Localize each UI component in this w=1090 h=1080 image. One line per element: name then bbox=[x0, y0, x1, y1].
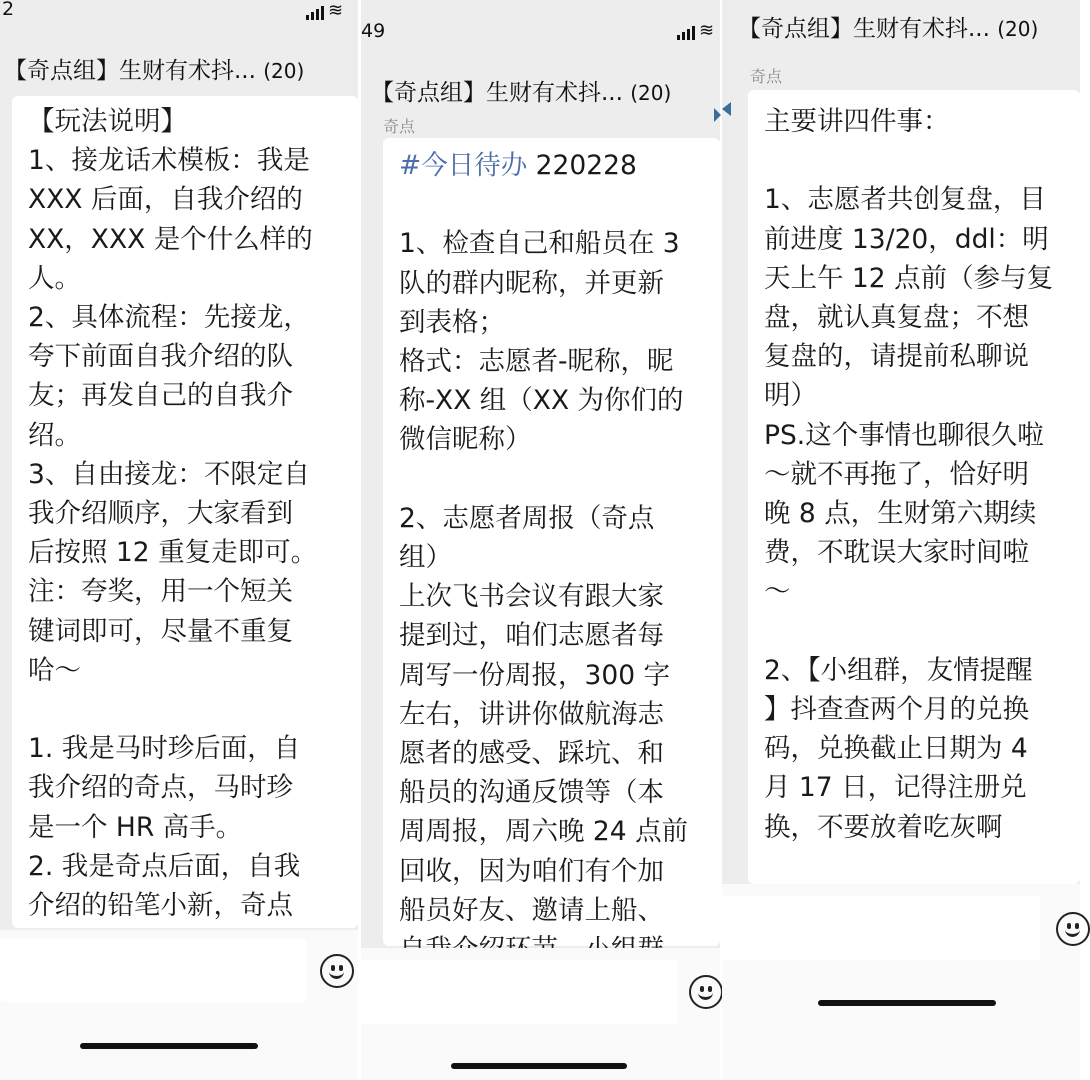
message-input[interactable] bbox=[361, 960, 677, 1024]
emoji-icon[interactable] bbox=[320, 954, 354, 988]
status-icons bbox=[306, 0, 344, 21]
message-line: 码，兑换截止日期为 4 bbox=[764, 733, 1028, 765]
sender-name: 奇点 bbox=[383, 117, 416, 136]
message-line: 回收，因为咱们有个加 bbox=[399, 855, 664, 887]
message-line: 天上午 12 点前（参与复 bbox=[764, 262, 1054, 294]
message-line: PS.这个事情也聊很久啦 bbox=[764, 419, 1044, 451]
message-bubble[interactable] bbox=[383, 138, 720, 946]
message-line: 上次飞书会议有跟大家 bbox=[399, 581, 664, 613]
hashtag-link[interactable]: #今日待办 bbox=[399, 150, 528, 181]
home-indicator bbox=[80, 1043, 258, 1049]
message-line: 称-XX 组（XX 为你们的 bbox=[399, 385, 684, 417]
status-time: 49 bbox=[361, 20, 386, 42]
message-line: XX，XXX 是个什么样的 bbox=[28, 223, 313, 255]
message-line: 提到过，咱们志愿者每 bbox=[399, 620, 664, 652]
message-line bbox=[28, 690, 358, 729]
wifi-icon: ≋ bbox=[328, 0, 345, 21]
group-title[interactable]: 【奇点组】生财有术抖... (20) bbox=[4, 58, 305, 84]
emoji-icon[interactable] bbox=[1056, 912, 1090, 946]
message-line: 2、具体流程：先接龙， bbox=[28, 302, 310, 334]
wifi-icon: ≋ bbox=[699, 20, 716, 41]
message-line: ～就不再拖了，恰好明 bbox=[764, 458, 1029, 490]
message-line: 微信昵称） bbox=[399, 424, 532, 456]
message-line bbox=[764, 141, 1080, 180]
message-line: 队的群内昵称，并更新 bbox=[399, 267, 664, 299]
message-line: 费，不耽误大家时间啦 bbox=[764, 537, 1029, 569]
message-line: 周写一份周报，300 字 bbox=[399, 659, 671, 691]
home-indicator bbox=[451, 1063, 627, 1069]
message-line: 人。 bbox=[28, 262, 81, 294]
message-line: #今日待办 220228 bbox=[399, 150, 637, 181]
message-line: XXX 后面，自我介绍的 bbox=[28, 184, 303, 216]
bubble-edge bbox=[714, 108, 721, 122]
message-line: 哈～ bbox=[28, 654, 81, 686]
message-line: 2. 我是奇点后面，自我 bbox=[28, 850, 301, 882]
message-line: 是一个 HR 高手。 bbox=[28, 811, 243, 843]
message-line: 换，不要放着吃灰啊 bbox=[764, 811, 1003, 843]
message-line: 】抖查查两个月的兑换 bbox=[764, 694, 1029, 726]
group-title[interactable]: 【奇点组】生财有术抖... (20) bbox=[371, 80, 672, 106]
message-bubble[interactable] bbox=[748, 90, 1080, 884]
message-line: 左右，讲讲你做航海志 bbox=[399, 698, 664, 730]
message-line: 船员的沟通反馈等（本 bbox=[399, 777, 664, 809]
message-line: 主要讲四件事： bbox=[764, 106, 950, 137]
chat-screenshot-3 bbox=[722, 0, 1080, 1080]
message-line: 组） bbox=[399, 542, 452, 574]
group-title[interactable]: 【奇点组】生财有术抖... (20) bbox=[738, 16, 1039, 42]
status-time: 2 bbox=[2, 0, 15, 20]
message-line: 3、自由接龙：不限定自 bbox=[28, 458, 310, 490]
message-line: 明） bbox=[764, 380, 817, 412]
message-line: 晚 8 点，生财第六期续 bbox=[764, 498, 1037, 530]
message-line: 我介绍的奇点，马时珍 bbox=[28, 772, 293, 804]
message-line: 1. 我是马时珍后面，自 bbox=[28, 733, 301, 765]
message-line: 周周报，周六晚 24 点前 bbox=[399, 816, 689, 848]
home-indicator bbox=[818, 1000, 996, 1006]
message-line: 夸下前面自我介绍的队 bbox=[28, 341, 293, 373]
message-line: 介绍的铅笔小新，奇点 bbox=[28, 890, 293, 922]
message-line bbox=[399, 185, 720, 224]
chat-screenshot-2 bbox=[361, 0, 720, 1080]
message-line: 盘，就认真复盘；不想 bbox=[764, 302, 1029, 334]
message-line: 绍。 bbox=[28, 419, 81, 451]
message-bubble[interactable] bbox=[12, 96, 358, 928]
message-input[interactable] bbox=[722, 896, 1040, 960]
message-line: 前进度 13/20，ddl：明 bbox=[764, 223, 1049, 255]
signal-icon bbox=[677, 24, 695, 40]
message-line: 愿者的感受、踩坑、和 bbox=[399, 738, 664, 770]
message-line: 后按照 12 重复走即可。 bbox=[28, 537, 318, 569]
message-line: 1、志愿者共创复盘，目 bbox=[764, 184, 1046, 216]
message-line: 2、志愿者周报（奇点 bbox=[399, 502, 655, 534]
message-line: 月 17 日，记得注册兑 bbox=[764, 772, 1027, 804]
message-line: 友；再发自己的自我介 bbox=[28, 380, 293, 412]
status-icons bbox=[677, 20, 715, 41]
message-line: 1、接龙话术模板：我是 bbox=[28, 145, 310, 177]
signal-icon bbox=[306, 4, 324, 20]
message-line: 复盘的，请提前私聊说 bbox=[764, 341, 1029, 373]
message-line: 格式：志愿者-昵称，昵 bbox=[399, 346, 674, 378]
message-line bbox=[764, 612, 1080, 651]
message-line: 键词即可，尽量不重复 bbox=[28, 615, 293, 647]
message-input[interactable] bbox=[0, 938, 306, 1002]
message-line: 【玩法说明】 bbox=[28, 106, 187, 137]
message-line bbox=[399, 460, 720, 499]
message-line: 到表格； bbox=[399, 306, 505, 338]
message-line: 船员好友、邀请上船、 bbox=[399, 894, 664, 926]
message-line: 2、【小组群，友情提醒 bbox=[764, 654, 1033, 686]
message-line: 注：夸奖，用一个短关 bbox=[28, 576, 293, 608]
chat-screenshot-1 bbox=[0, 0, 358, 1080]
message-line: ～ bbox=[764, 576, 791, 608]
message-line: 1、检查自己和船员在 3 bbox=[399, 228, 680, 260]
emoji-icon[interactable] bbox=[689, 975, 723, 1009]
bubble-edge bbox=[722, 102, 731, 116]
sender-name: 奇点 bbox=[750, 67, 783, 86]
message-line: 我介绍顺序，大家看到 bbox=[28, 498, 293, 530]
